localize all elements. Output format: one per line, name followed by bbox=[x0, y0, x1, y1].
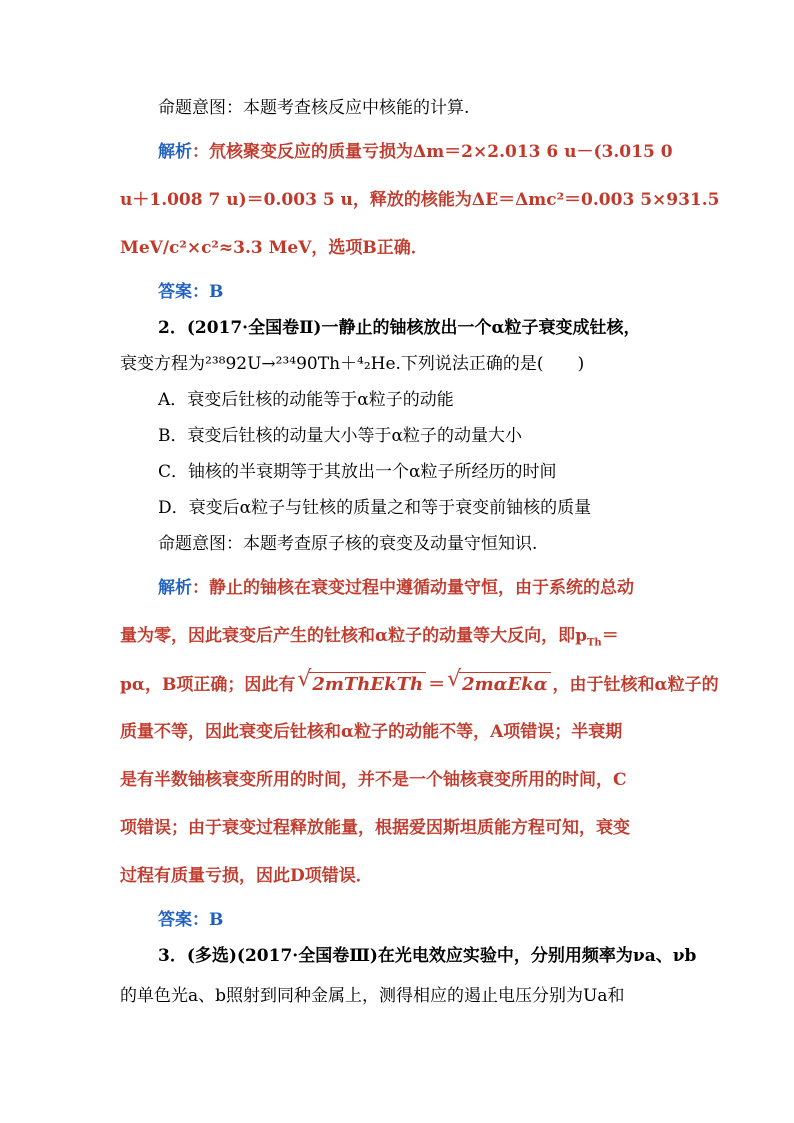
answer-2: 答案：B bbox=[158, 910, 224, 930]
analysis-2-l2-sub: Th bbox=[586, 637, 602, 649]
q3-stem-line-2: 的单色光a、b照射到同种金属上，测得相应的遏止电压分别为Ua和 bbox=[120, 986, 625, 1006]
analysis-2-l3b: ，由于钍核和α粒子的 bbox=[552, 675, 719, 695]
sqrt-expression-2 bbox=[447, 672, 550, 697]
q2-intent: 命题意图：本题考查原子核的衰变及动量守恒知识. bbox=[158, 534, 538, 554]
analysis-2-line-3 bbox=[120, 672, 719, 697]
equals-sign: ＝ bbox=[428, 675, 446, 695]
analysis-2-l2a: 量为零，因此衰变后产生的钍核和α粒子的动量等大反向，即p bbox=[120, 626, 587, 646]
analysis-label: 解析 bbox=[158, 142, 192, 162]
analysis-1-line-3: MeV/c²×c²≈3.3 MeV，选项B正确． bbox=[120, 238, 428, 258]
q2-stem-line-2: 衰变方程为²³⁸92U→²³⁴90Th＋⁴₂He.下列说法正确的是( ) bbox=[120, 354, 585, 374]
analysis-2-line-7: 过程有质量亏损，因此D项错误． bbox=[120, 866, 373, 886]
sqrt-expression-1 bbox=[297, 672, 426, 697]
analysis-1-line-1 bbox=[158, 140, 718, 164]
analysis-2-text: ：静止的铀核在衰变过程中遵循动量守恒，由于系统的总动 bbox=[192, 578, 634, 598]
q2-option-b: B．衰变后钍核的动量大小等于α粒子的动量大小 bbox=[158, 426, 522, 446]
analysis-2-line-5: 是有半数铀核衰变所用的时间，并不是一个铀核衰变所用的时间，C bbox=[120, 770, 627, 790]
analysis-1-line-2: u＋1.008 7 u)＝0.003 5 u，释放的核能为ΔE＝Δmc²＝0.003 5×931.5 bbox=[120, 190, 720, 210]
q2-option-d: D．衰变后α粒子与钍核的质量之和等于衰变前铀核的质量 bbox=[158, 498, 592, 518]
q2-option-a: A．衰变后钍核的动能等于α粒子的动能 bbox=[158, 390, 454, 410]
sqrt-radicand-2: 2mαEkα bbox=[459, 672, 550, 697]
analysis-text: ：氘核聚变反应的质量亏损为Δm＝2×2.013 6 u－(3.015 0 bbox=[192, 142, 673, 162]
q2-stem-line-1: 2．(2017·全国卷Ⅱ)一静止的铀核放出一个α粒子衰变成钍核， bbox=[158, 318, 641, 338]
analysis-2-label: 解析 bbox=[158, 578, 192, 598]
analysis-2-line-4: 质量不等，因此衰变后钍核和α粒子的动能不等，A项错误；半衰期 bbox=[120, 722, 623, 742]
sqrt-radicand-1: 2mThEkTh bbox=[309, 672, 426, 697]
analysis-2-line-2 bbox=[120, 624, 680, 655]
analysis-2-line-6: 项错误；由于衰变过程释放能量，根据爱因斯坦质能方程可知，衰变 bbox=[120, 818, 630, 838]
analysis-2-l3a: pα，B项正确；因此有 bbox=[120, 675, 296, 695]
answer-1: 答案：B bbox=[158, 282, 224, 302]
intent-line-1: 命题意图：本题考查核反应中核能的计算. bbox=[158, 98, 470, 118]
q2-option-c: C．铀核的半衰期等于其放出一个α粒子所经历的时间 bbox=[158, 462, 557, 482]
analysis-2-line-1 bbox=[158, 576, 718, 600]
analysis-2-l2b: ＝ bbox=[601, 626, 619, 646]
q3-stem-line-1: 3．(多选)(2017·全国卷Ⅲ)在光电效应实验中，分别用频率为νa、νb bbox=[158, 946, 697, 966]
